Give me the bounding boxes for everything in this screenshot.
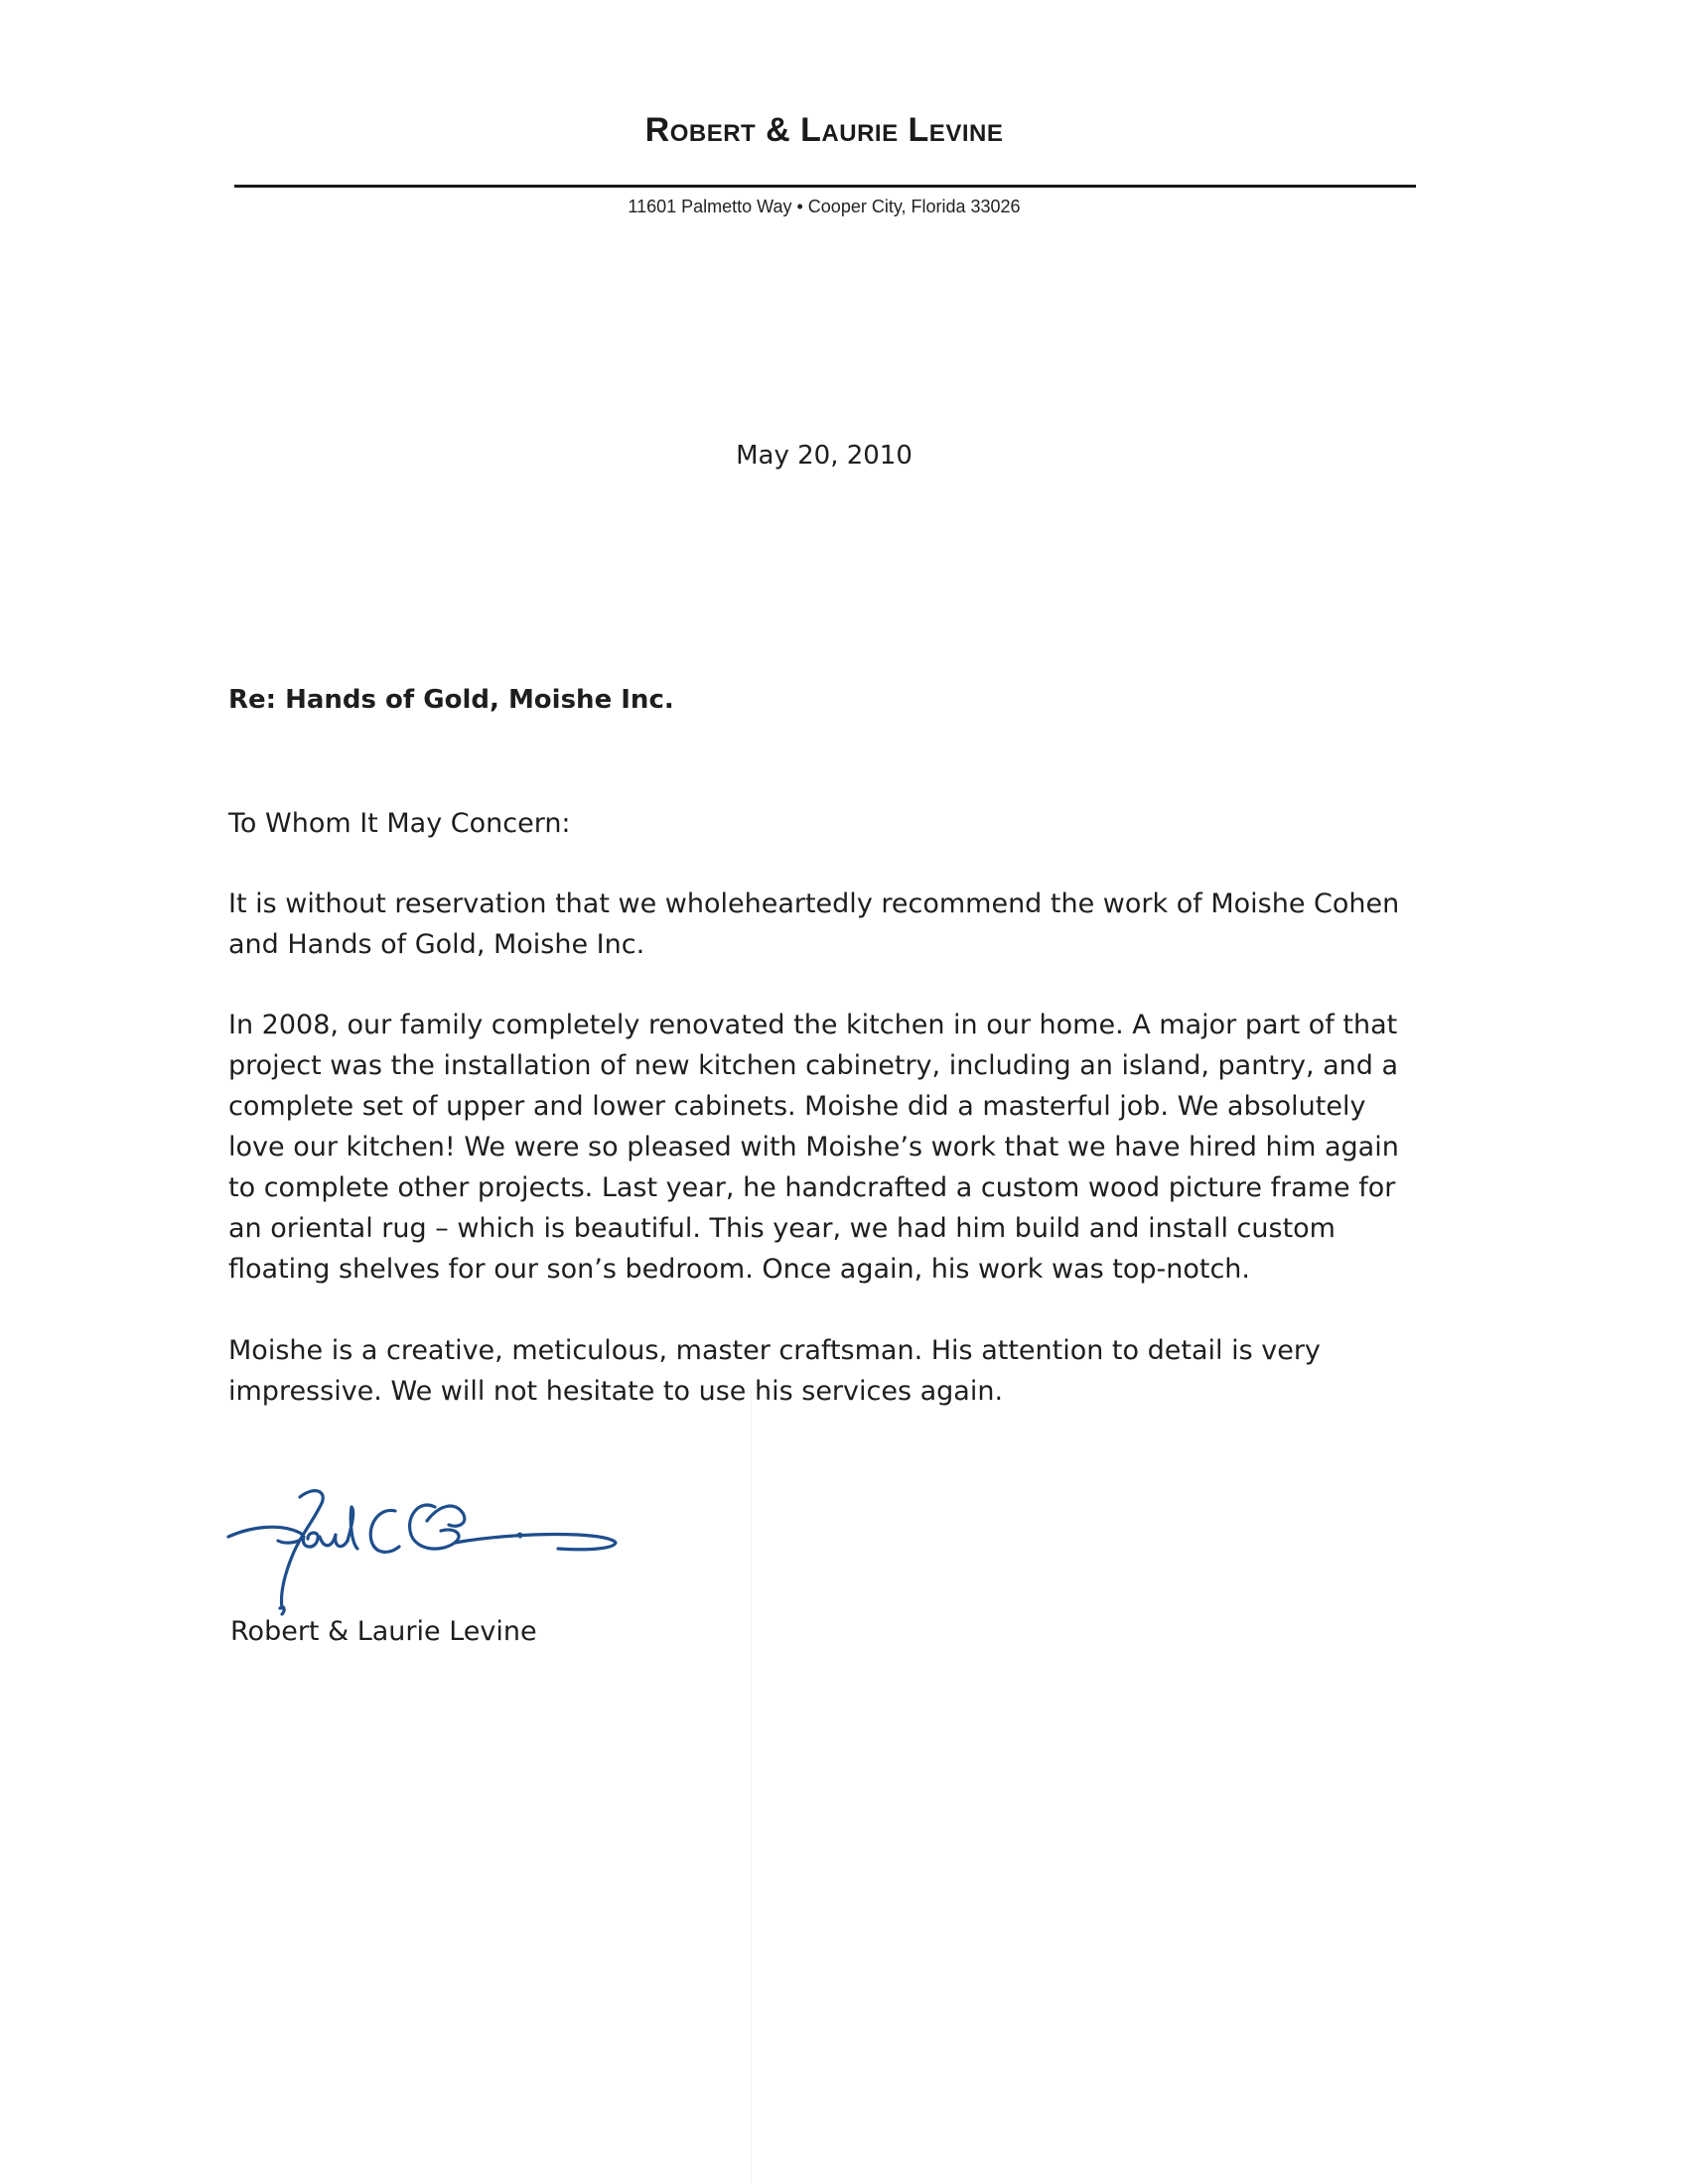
paragraph-line: to complete other projects. Last year, he handcrafted a custom wood picture frame for: [228, 1172, 1396, 1203]
letterhead-divider: [234, 185, 1416, 188]
scan-fold-shadow: [751, 1390, 752, 2184]
handwritten-signature: [220, 1477, 637, 1626]
signature-stroke: [370, 1510, 399, 1552]
paragraph-3: [228, 1330, 1440, 1412]
paragraph-line: It is without reservation that we wholeheartedly recommend the work of Moishe Cohen: [228, 888, 1400, 919]
paragraph-line: an oriental rug – which is beautiful. This year, we had him build and install custom: [228, 1213, 1336, 1244]
paragraph-line: In 2008, our family completely renovated the kitchen in our home. A major part of that: [228, 1010, 1398, 1040]
paragraph-line: project was the installation of new kitchen cabinetry, including an island, pantry, and a: [228, 1050, 1399, 1081]
subject-line: Re: Hands of Gold, Moishe Inc.: [228, 685, 674, 715]
paragraph-line: Moishe is a creative, meticulous, master craftsman. His attention to detail is very: [228, 1335, 1321, 1366]
letter-date: May 20, 2010: [736, 441, 913, 471]
paragraph-line: and Hands of Gold, Moishe Inc.: [228, 929, 645, 960]
paragraph-1: [228, 884, 1440, 965]
paragraph-line: floating shelves for our son’s bedroom. Once again, his work was top-notch.: [228, 1254, 1250, 1285]
signature-stroke: [320, 1535, 348, 1547]
letterhead-name: Robert & Laurie Levine: [644, 111, 1004, 149]
paragraph-line: complete set of upper and lower cabinets. Moishe did a masterful job. We absolutely: [228, 1091, 1366, 1122]
salutation: To Whom It May Concern:: [228, 808, 571, 839]
signature-stroke: [303, 1533, 318, 1547]
paragraph-line: love our kitchen! We were so pleased with Moishe’s work that we have hired him again: [228, 1132, 1399, 1162]
paragraph-2: [228, 1005, 1440, 1290]
signature-stroke: [348, 1507, 357, 1549]
signature-stroke: [228, 1527, 303, 1543]
signature-printed-name: Robert & Laurie Levine: [230, 1616, 537, 1647]
signature-stroke: [280, 1607, 284, 1614]
letterhead-address: 11601 Palmetto Way • Cooper City, Florida 33026: [628, 197, 1021, 216]
paragraph-line: impressive. We will not hesitate to use his services again.: [228, 1376, 1004, 1407]
signature-stroke: [455, 1534, 616, 1549]
signature-stroke: [427, 1506, 465, 1526]
signature-stroke: [281, 1491, 323, 1608]
